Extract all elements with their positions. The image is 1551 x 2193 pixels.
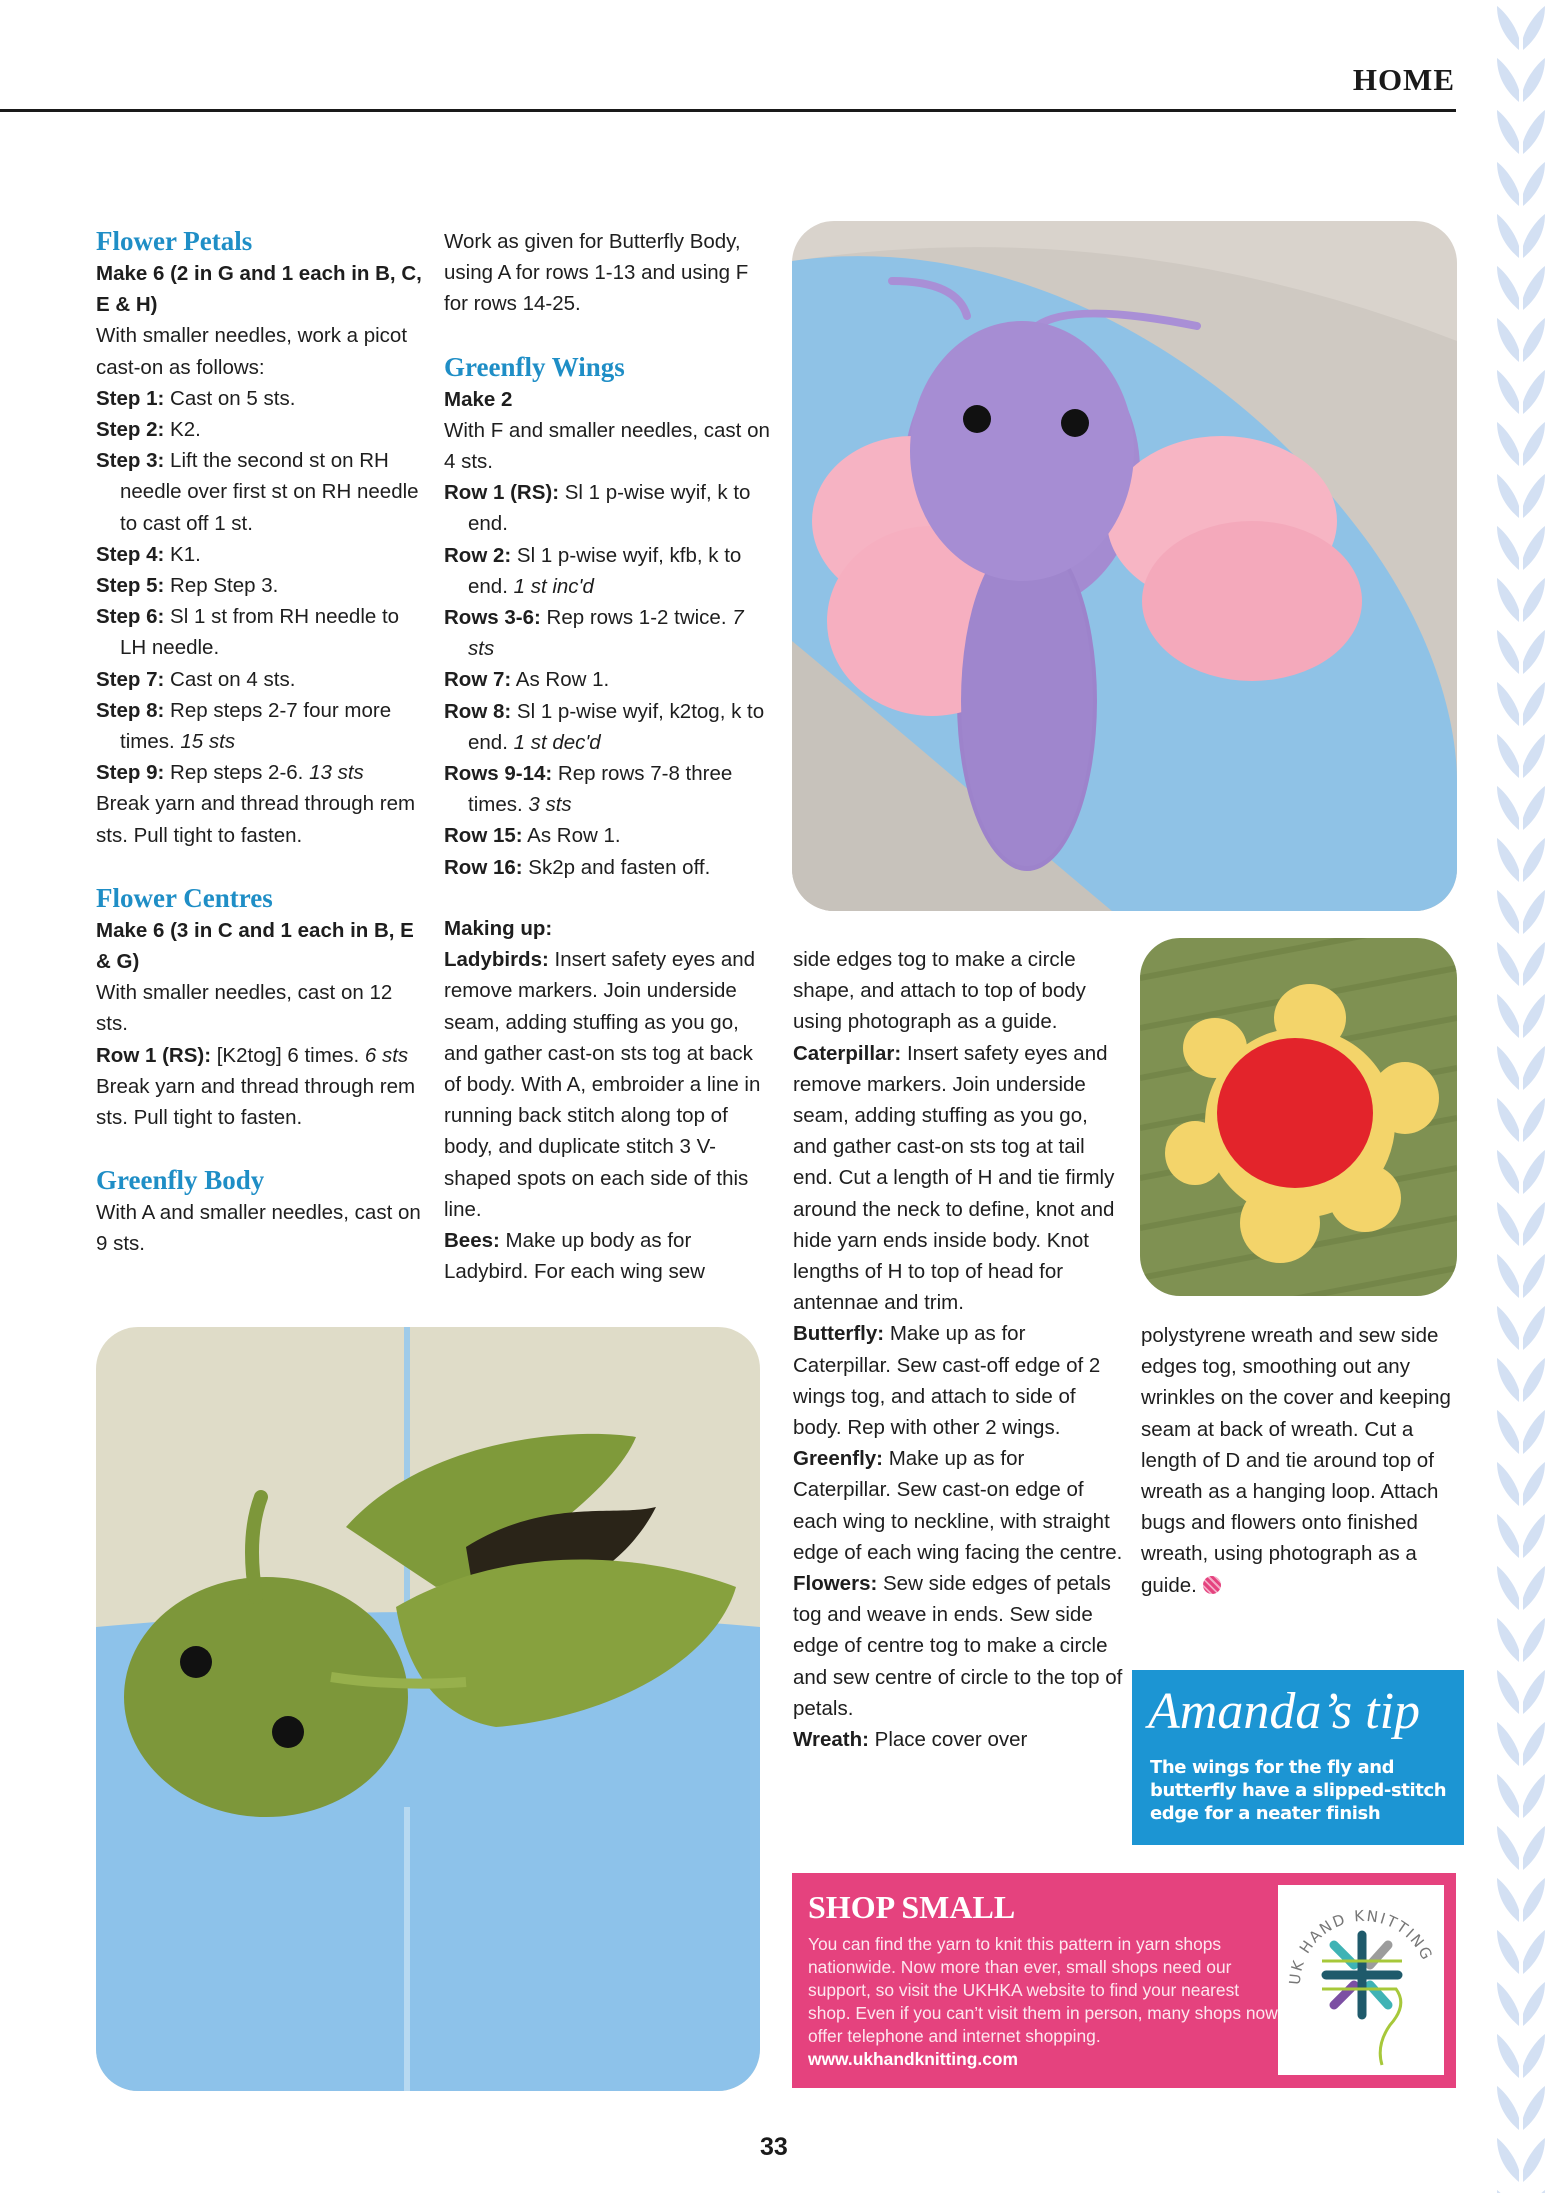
column-3 xyxy=(793,944,1123,1755)
step-item xyxy=(96,414,426,445)
row-item xyxy=(96,1040,426,1071)
column-2-making-up xyxy=(444,913,774,1287)
row-item-label: Row 7: xyxy=(444,668,512,692)
row-item-label: Row 1 (RS): xyxy=(444,481,560,505)
make-instruction: Make 6 (2 in G and 1 each in B, C, E & H) xyxy=(96,262,422,317)
flower-centre xyxy=(1217,1038,1373,1188)
step-item-text: Rep steps 2-6. xyxy=(164,761,304,785)
paragraph-butterfly xyxy=(793,1318,1123,1443)
butterfly-illustration xyxy=(792,221,1457,911)
step-item-label: Step 7: xyxy=(96,667,165,691)
row-item-count: 1 st dec'd xyxy=(507,730,601,754)
row-item-count: 7 sts xyxy=(468,606,744,661)
header-rule xyxy=(0,109,1456,112)
row-item-text: Rep rows 1-2 twice. xyxy=(540,606,727,630)
make-instruction: Make 6 (3 in C and 1 each in B, E & G) xyxy=(96,918,414,974)
paragraph-greenfly xyxy=(793,1443,1123,1568)
step-item-text: K1. xyxy=(164,542,201,566)
row-item-label: Row 2: xyxy=(444,543,512,567)
text-butterfly: Make up as for Caterpillar. Sew cast-off edge of 2 wings tog, and attach to side of body. Rep with other 2 wings. xyxy=(793,1322,1101,1440)
paragraph-flowers xyxy=(793,1568,1123,1724)
row-item-text: As Row 1. xyxy=(522,824,621,848)
yarn-ball-icon xyxy=(1203,1576,1221,1594)
paragraph-wreath xyxy=(793,1724,1123,1755)
row-item-count: 6 sts xyxy=(359,1043,409,1067)
row-item-count: 3 sts xyxy=(522,793,572,817)
shop-small-title: SHOP SMALL xyxy=(808,1889,1016,1925)
rows-list xyxy=(444,477,774,883)
tip-text: The wings for the fly and butterfly have a slipped-stitch edge for a neater finish xyxy=(1150,1757,1447,1824)
text-ladybirds: Insert safety eyes and remove markers. Join underside seam, adding stuffing as you go, and gather cast-on sts tog at back of body. With A, embroider a line in running back stitch along top of body, and duplicate stitch 3 V-shaped spots on each side of this line. xyxy=(444,948,761,1221)
logo-arc-text: UK HAND KNITTING xyxy=(1285,1906,1437,1986)
row-item xyxy=(444,758,774,820)
section-heading-greenfly-body: Greenfly Body xyxy=(96,1165,265,1196)
step-item xyxy=(96,601,426,663)
step-item-label: Step 4: xyxy=(96,542,165,566)
step-item-text: K2. xyxy=(164,418,201,442)
row-item-label: Row 1 (RS): xyxy=(96,1043,212,1067)
row-item-text: Sk2p and fasten off. xyxy=(522,855,711,879)
row-item-text: Rep rows 7-8 three times. xyxy=(468,762,733,817)
text-flowers: Sew side edges of petals tog and weave in ends. Sew side edge of centre tog to make a circle and sew centre of circle to the top of petals. xyxy=(793,1572,1123,1720)
section-heading-flower-centres: Flower Centres xyxy=(96,882,273,913)
label-bees: Bees: xyxy=(444,1229,500,1253)
label-flowers: Flowers: xyxy=(793,1572,878,1596)
row-item xyxy=(444,540,774,602)
section-heading-greenfly-wings: Greenfly Wings xyxy=(444,351,625,382)
label-ladybirds: Ladybirds: xyxy=(444,948,549,972)
step-item-count: 15 sts xyxy=(174,730,236,754)
text-greenfly: Make up as for Caterpillar. Sew cast-on edge of each wing to neckline, with straight edge of each wing facing the centre. xyxy=(793,1447,1123,1564)
column-4 xyxy=(1141,1320,1471,1601)
shop-small-box xyxy=(792,1873,1456,2088)
label-butterfly: Butterfly: xyxy=(793,1322,885,1346)
step-item-text: Cast on 5 sts. xyxy=(164,386,296,410)
row-item-text: Sl 1 p-wise wyif, k2tog, k to end. xyxy=(468,699,765,754)
row-item xyxy=(444,664,774,695)
step-item-label: Step 2: xyxy=(96,418,165,442)
row-item-label: Rows 3-6: xyxy=(444,606,541,630)
row-item-label: Row 15: xyxy=(444,824,523,848)
step-item-count: 13 sts xyxy=(303,761,364,785)
row-item-label: Rows 9-14: xyxy=(444,762,553,786)
text-caterpillar: Insert safety eyes and remove markers. Join underside seam, adding stuffing as you go, and gather cast-on sts tog at tail end. Cut a length of H and tie firmly around the neck to define, knot and hide yarn ends inside body. Knot lengths of H to top of head for antennae and trim. xyxy=(793,1041,1115,1315)
shop-small-body: You can find the yarn to knit this pattern in yarn shops nationwide. Now more than ever, small shops need our support, so visit the UKHKA website to find your nearest shop. Even if you can’t visit them in person, many shops now offer telephone and internet shopping. xyxy=(808,1934,1278,2046)
row-item-label: Row 16: xyxy=(444,855,523,879)
label-greenfly: Greenfly: xyxy=(793,1447,883,1471)
step-item-label: Step 8: xyxy=(96,698,165,722)
paragraph-caterpillar xyxy=(793,1038,1123,1319)
step-item-text: Rep Step 3. xyxy=(164,574,279,598)
row-item-text: As Row 1. xyxy=(511,668,610,692)
flower-illustration xyxy=(1140,938,1457,1296)
section-heading-making-up: Making up: xyxy=(444,917,553,940)
intro-text: With smaller needles, cast on 12 sts. xyxy=(96,981,393,1036)
finish-text: Break yarn and thread through rem sts. Pull tight to fasten. xyxy=(96,792,416,847)
finish-text: Break yarn and thread through rem sts. Pull tight to fasten. xyxy=(96,1074,416,1130)
paragraph-ladybirds xyxy=(444,944,774,1225)
intro-text: With F and smaller needles, cast on 4 sts. xyxy=(444,418,770,474)
step-item-label: Step 9: xyxy=(96,761,165,785)
uk-hand-knitting-logo-icon xyxy=(1278,1885,1444,2075)
rows-list xyxy=(96,1040,426,1071)
wreath-cont-text: polystyrene wreath and sew side edges tog, smoothing out any wrinkles on the cover and keeping seam at back of wreath. Cut a length of D and tie around top of wreath as a hanging loop. Attach bugs and flowers onto finished wreath, using photograph as a guide. xyxy=(1141,1324,1451,1597)
column-2 xyxy=(444,226,774,883)
tip-box xyxy=(1132,1670,1464,1845)
row-item-text: Sl 1 p-wise wyif, kfb, k to end. xyxy=(468,543,742,598)
step-item-label: Step 6: xyxy=(96,605,165,629)
page-number: 33 xyxy=(760,2133,788,2161)
greenfly-illustration xyxy=(96,1327,760,2091)
step-item-label: Step 3: xyxy=(96,449,165,473)
row-item-label: Row 8: xyxy=(444,699,512,723)
photo-greenfly xyxy=(96,1327,760,2091)
step-item-label: Step 5: xyxy=(96,574,165,598)
shop-small-text xyxy=(808,1933,1278,2071)
row-item xyxy=(444,696,774,758)
section-heading-flower-petals: Flower Petals xyxy=(96,226,253,256)
step-item xyxy=(96,383,426,414)
text-wreath-cont xyxy=(1141,1320,1471,1601)
row-item xyxy=(444,602,774,664)
step-item xyxy=(96,695,426,757)
step-item xyxy=(96,445,426,539)
make-instruction: Make 2 xyxy=(444,387,513,411)
body-text: Work as given for Butterfly Body, using A for rows 1-13 and using F for rows 14-25. xyxy=(444,230,749,316)
ukhka-logo xyxy=(1278,1885,1444,2075)
step-item-text: Lift the second st on RH needle over first st on RH needle to cast off 1 st. xyxy=(120,449,419,535)
row-item-text: Sl 1 p-wise wyif, k to end. xyxy=(468,481,751,536)
step-item xyxy=(96,757,426,788)
row-item-count: 1 st inc'd xyxy=(507,574,594,598)
intro-text: With A and smaller needles, cast on 9 sts. xyxy=(96,1201,421,1256)
step-item-label: Step 1: xyxy=(96,386,165,410)
step-item xyxy=(96,539,426,570)
row-item xyxy=(444,820,774,851)
row-item xyxy=(444,477,774,539)
photo-butterfly xyxy=(792,221,1457,911)
row-item xyxy=(444,852,774,883)
section-label: HOME xyxy=(1352,62,1455,97)
label-caterpillar: Caterpillar: xyxy=(793,1041,902,1065)
ukhka-website-link[interactable]: www.ukhandknitting.com xyxy=(808,2049,1018,2069)
paragraph-bees xyxy=(444,1225,774,1287)
intro-text: With smaller needles, work a picot cast-on as follows: xyxy=(96,324,408,379)
text-wreath: Place cover over xyxy=(874,1728,1028,1752)
column-1 xyxy=(96,224,426,1260)
text-bees: Make up body as for Ladybird. For each wing sew xyxy=(444,1229,705,1284)
tip-title: Amanda’s tip xyxy=(1148,1683,1421,1740)
photo-flower xyxy=(1140,938,1457,1296)
step-item xyxy=(96,664,426,695)
knit-stitch-border xyxy=(1489,0,1551,2193)
text-bees-cont: side edges tog to make a circle shape, and attach to top of body using photograph as a guide. xyxy=(793,948,1086,1034)
step-item xyxy=(96,570,426,601)
step-item-text: Cast on 4 sts. xyxy=(164,667,296,691)
label-wreath: Wreath: xyxy=(793,1728,869,1752)
step-item-text: Sl 1 st from RH needle to LH needle. xyxy=(120,605,400,660)
step-item-text: Rep steps 2-7 four more times. xyxy=(120,698,392,754)
row-item-text: [K2tog] 6 times. xyxy=(211,1043,360,1067)
steps-list xyxy=(96,383,426,789)
